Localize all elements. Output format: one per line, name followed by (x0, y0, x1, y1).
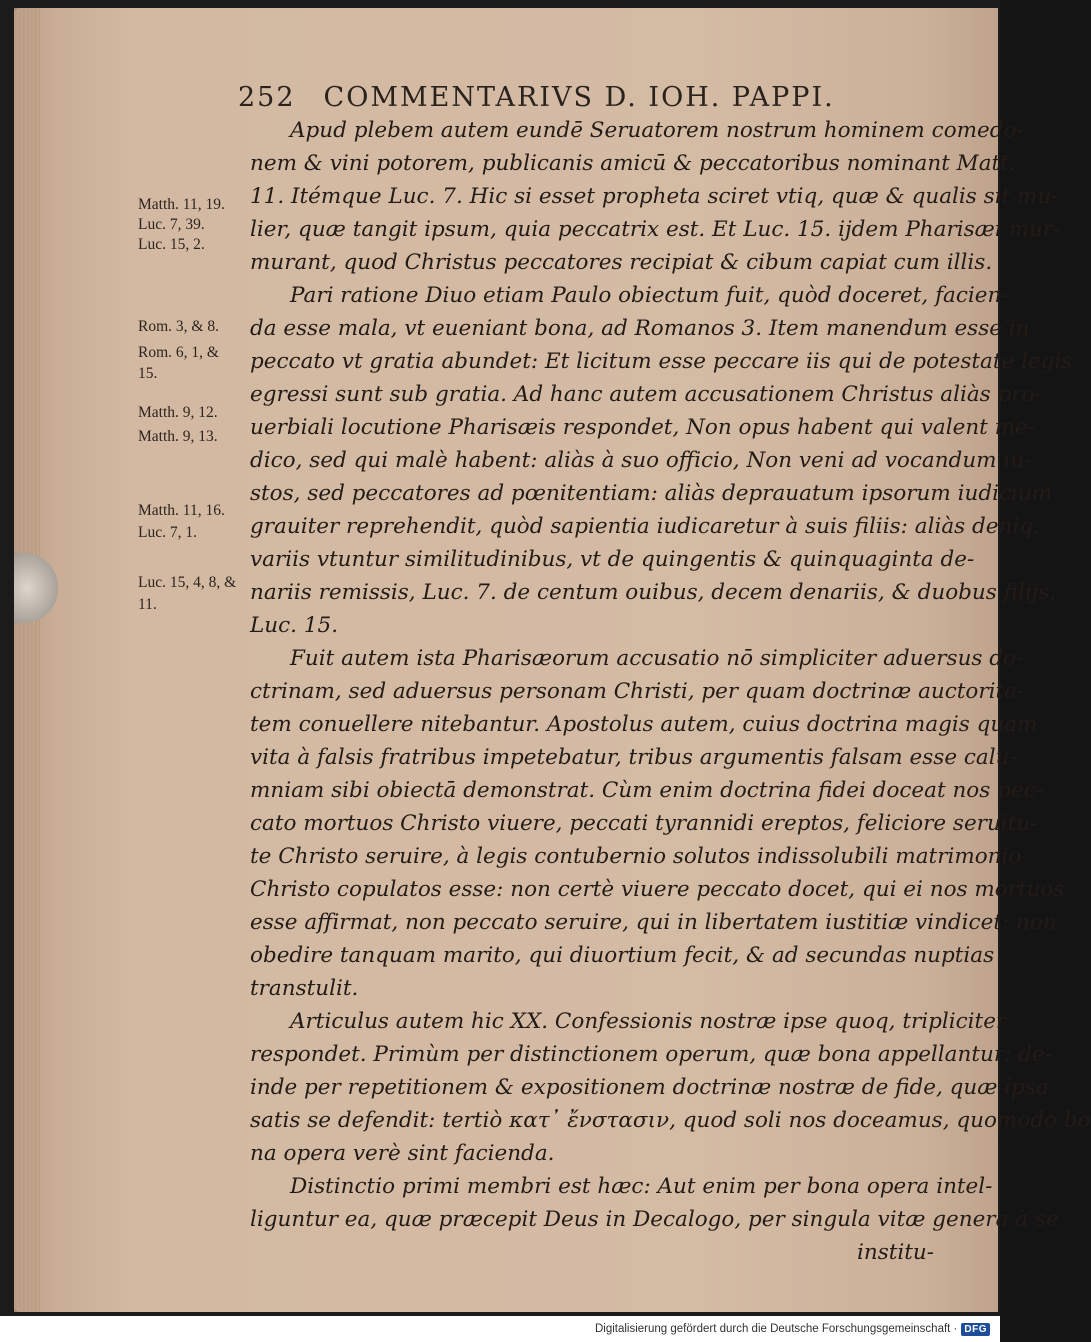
text-line: te Christo seruire, à legis contubernio solutos indissolubili matrimonio (250, 844, 1022, 869)
text-line: ctrinam, sed aduersus personam Christi, per quam doctrinæ auctorita- (250, 679, 1025, 704)
marginal-note: Rom. 6, 1, & (138, 344, 219, 361)
text-line: vita à falsis fratribus impetebatur, tribus argumentis falsam esse calu- (250, 745, 1017, 770)
text-line: Luc. 15. (250, 613, 339, 638)
text-line: Articulus autem hic XX. Confessionis nostræ ipse quoq, tripliciter (290, 1009, 1007, 1034)
text-line: Apud plebem autem eundē Seruatorem nostrum hominem comedo- (290, 118, 1024, 143)
text-line: esse affirmat, non peccato seruire, qui in libertatem iustitiæ vindicet: non (250, 910, 1057, 935)
text-line: satis se defendit: tertiò κατ᾽ ἔνστασιν, quod soli nos doceamus, quomodo bo (250, 1108, 1091, 1133)
text-line: Christo copulatos esse: non certè viuere peccato docet, qui ei nos mortuos (250, 877, 1065, 902)
text-line: 11. Itémque Luc. 7. Hic si esset propheta sciret vtiq, quæ & qualis sit mu- (250, 184, 1059, 209)
text-line: peccato vt gratia abundet: Et licitum esse peccare iis qui de potestate legis (250, 349, 1073, 374)
running-title: COMMENTARIVS D. IOH. PAPPI. (323, 82, 835, 113)
text-line: stos, sed peccatores ad pœnitentiam: aliàs deprauatum ipsorum iudicium (250, 481, 1053, 506)
text-line: tem conuellere nitebantur. Apostolus autem, cuius doctrina magis quam (250, 712, 1038, 737)
marginal-note: Matth. 11, 19. (138, 196, 225, 213)
text-line: na opera verè sint facienda. (250, 1141, 555, 1166)
funding-notice: Digitalisierung gefördert durch die Deutsche Forschungsgemeinschaft · (594, 1323, 958, 1335)
text-line: transtulit. (250, 976, 359, 1001)
text-line: da esse mala, vt eueniant bona, ad Romanos 3. Item manendum esse in (250, 316, 1030, 341)
marginal-note: Rom. 3, & 8. (138, 318, 219, 335)
text-line: respondet. Primùm per distinctionem operum, quæ bona appellantur: de- (250, 1042, 1052, 1067)
digitization-footer (0, 1316, 1000, 1342)
text-line: nem & vini potorem, publicanis amicū & peccatoribus nominant Matt. (250, 151, 1016, 176)
text-line: Distinctio primi membri est hæc: Aut enim per bona opera intel- (290, 1174, 993, 1199)
text-line: Fuit autem ista Pharisæorum accusatio nō simpliciter aduersus do- (290, 646, 1024, 671)
text-line: egressi sunt sub gratia. Ad hanc autem accusationem Christus aliàs pro- (250, 382, 1042, 407)
marginal-note: Luc. 7, 1. (138, 524, 197, 541)
marginal-note: Luc. 15, 2. (138, 236, 205, 253)
marginal-note: Matth. 11, 16. (138, 502, 225, 519)
text-line: cato mortuos Christo viuere, peccati tyrannidi ereptos, feliciore seruitu- (250, 811, 1038, 836)
text-line: grauiter reprehendit, quòd sapientia iudicaretur à suis filiis: aliàs deniq, (250, 514, 1040, 539)
text-line: liguntur ea, quæ præcepit Deus in Decalogo, per singula vitæ genera à se (250, 1207, 1059, 1232)
page-number: 252 (238, 82, 296, 113)
text-line: obedire tanquam marito, qui diuortium fecit, & ad secundas nuptias (250, 943, 995, 968)
marginal-note: 15. (138, 365, 158, 382)
marginal-note: Luc. 15, 4, 8, & (138, 574, 237, 591)
text-line: nariis remissis, Luc. 7. de centum ouibus, decem denariis, & duobus filijs, (250, 580, 1057, 605)
text-line: dico, sed qui malè habent: aliàs à suo officio, Non veni ad vocandum iu- (250, 448, 1032, 473)
text-line: mniam sibi obiectā demonstrat. Cùm enim doctrina fidei doceat nos pec- (250, 778, 1043, 803)
dfg-logo-icon[interactable]: DFG (961, 1323, 990, 1336)
marginal-note: Luc. 7, 39. (138, 216, 205, 233)
text-line: variis vtuntur similitudinibus, vt de quingentis & quinquaginta de- (250, 547, 975, 572)
marginal-note: Matth. 9, 13. (138, 428, 218, 445)
text-line: Pari ratione Diuo etiam Paulo obiectum fuit, quòd doceret, facien- (290, 283, 1009, 308)
text-line: lier, quæ tangit ipsum, quia peccatrix est. Et Luc. 15. ijdem Pharisæi mur- (250, 217, 1061, 242)
catchword: institu- (856, 1240, 934, 1265)
text-line: inde per repetitionem & expositionem doctrinæ nostræ de fide, quæ ipsa (250, 1075, 1049, 1100)
text-line: uerbiali locutione Pharisæis respondet, Non opus habent qui valent me- (250, 415, 1036, 440)
marginal-note: 11. (138, 596, 157, 613)
text-line: murant, quod Christus peccatores recipiat & cibum capiat cum illis. (250, 250, 993, 275)
marginal-note: Matth. 9, 12. (138, 404, 218, 421)
